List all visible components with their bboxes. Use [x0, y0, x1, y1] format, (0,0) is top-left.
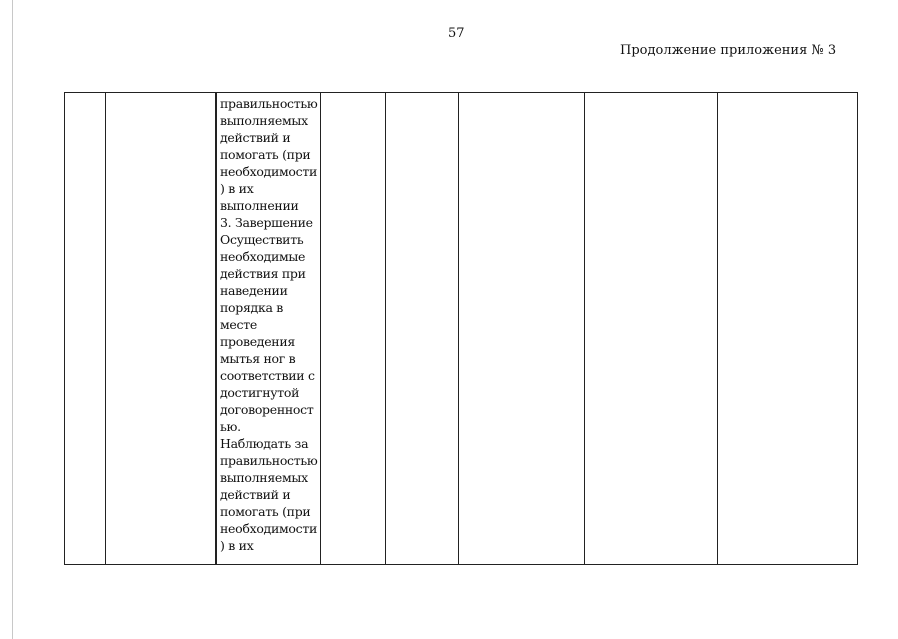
cell-text-line: действия при	[220, 266, 306, 281]
page-edge-line	[12, 0, 13, 639]
page-number: 57	[448, 26, 465, 41]
table-column-1	[65, 93, 106, 564]
cell-text-line: действий и	[220, 487, 291, 502]
cell-text-line: выполняемых	[220, 470, 308, 485]
cell-text-line: необходимые	[220, 249, 306, 264]
table-column-3-content	[216, 93, 321, 564]
table-column-5	[386, 93, 459, 564]
table-column-7	[585, 93, 718, 564]
cell-text-line: выполнении	[220, 198, 299, 213]
cell-text-line: правильностью	[220, 453, 318, 468]
cell-text-line: помогать (при	[220, 504, 311, 519]
cell-text-line: 3. Завершение	[220, 215, 313, 230]
cell-text-line: месте	[220, 317, 257, 332]
cell-text-line: проведения	[220, 334, 295, 349]
table-column-4	[321, 93, 386, 564]
cell-text-line: соответствии с	[220, 368, 315, 383]
appendix-continuation-note: Продолжение приложения № 3	[620, 43, 837, 58]
document-table	[64, 92, 858, 565]
cell-text-line: помогать (при	[220, 147, 311, 162]
cell-text-line: необходимости	[220, 164, 317, 179]
cell-text-line: порядка в	[220, 300, 284, 315]
cell-text-line: мытья ног в	[220, 351, 296, 366]
cell-text-line: договоренност	[220, 402, 314, 417]
table-column-6	[459, 93, 585, 564]
cell-text-line: правильностью	[220, 96, 318, 111]
cell-text-line: выполняемых	[220, 113, 308, 128]
cell-text-line: ) в их	[220, 538, 254, 553]
cell-text-line: необходимости	[220, 521, 317, 536]
cell-text-line: достигнутой	[220, 385, 300, 400]
cell-text-line: наведении	[220, 283, 288, 298]
table-column-8	[718, 93, 857, 564]
cell-text-line: ) в их	[220, 181, 254, 196]
table-column-2	[106, 93, 216, 564]
cell-text-line: Наблюдать за	[220, 436, 309, 451]
cell-text-line: действий и	[220, 130, 291, 145]
cell-text-line: Осуществить	[220, 232, 304, 247]
cell-text-line: ью.	[220, 419, 241, 434]
